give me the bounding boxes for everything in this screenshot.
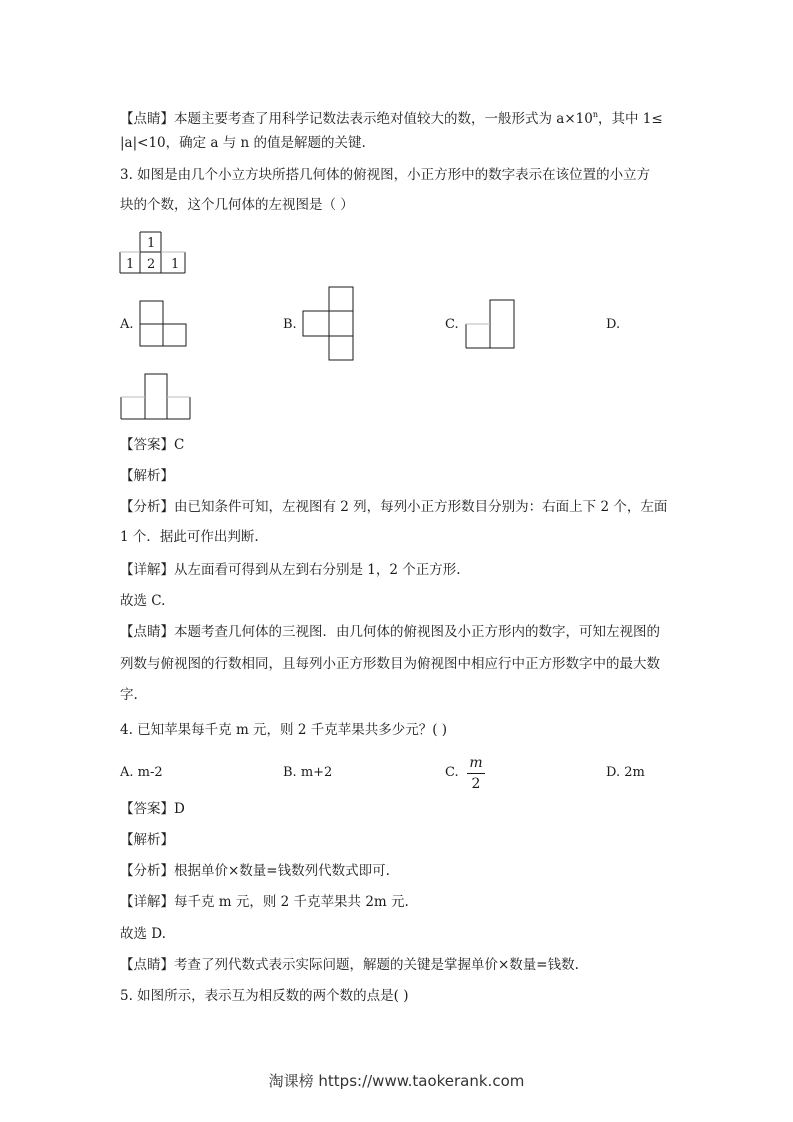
q3-option-d-label: D. [606, 317, 621, 332]
q3-top-view-figure [116, 231, 196, 277]
q3-option-a-label: A. [120, 317, 134, 332]
q4-stem: 4. 已知苹果每千克 m 元，则 2 千克苹果共多少元？( ) [120, 722, 448, 738]
q3-xiangjie: 【详解】从左面看可得到从左到右分别是 1，2 个正方形. [120, 562, 461, 578]
q3-option-b-figure [302, 286, 358, 362]
q3-option-a-figure [139, 300, 189, 348]
fraction-bar [467, 773, 485, 774]
q3-fenxi-line1: 【分析】由已知条件可知，左视图有 2 列，每列小正方形数目分别为：右面上下 2 个，左面 [120, 499, 668, 515]
q4-option-c-fraction [467, 754, 485, 793]
q3-conclusion: 故选 C. [120, 593, 166, 609]
prev-dianjing-line1: 【点睛】本题主要考查了用科学记数法表示绝对值较大的数，一般形式为 $a\times 10^n$，其中 1≤ [120, 110, 663, 127]
q4-option-a: A. m-2 [120, 765, 163, 780]
q4-analysis-heading: 【解析】 [120, 832, 174, 848]
q4-fenxi: 【分析】根据单价×数量=钱数列代数式即可. [120, 863, 390, 879]
grid-num-top: 1 [147, 236, 156, 251]
q3-analysis-heading: 【解析】 [120, 468, 174, 484]
q3-stem-line1: 3. 如图是由几个小立方块所搭几何体的俯视图，小正方形中的数字表示在该位置的小立方 [120, 167, 651, 183]
q3-answer: 【答案】C [120, 437, 185, 453]
q3-option-c-figure [463, 299, 519, 351]
q3-stem-line2: 块的个数，这个几何体的左视图是（ ） [120, 197, 354, 213]
grid-num-right: 1 [171, 257, 180, 272]
grid-num-mid: 2 [147, 257, 156, 272]
fraction-numerator: m [469, 755, 483, 771]
q4-conclusion: 故选 D. [120, 926, 166, 942]
q4-option-d: D. 2m [606, 765, 645, 780]
q4-option-c-label: C. [445, 765, 459, 780]
q5-stem: 5. 如图所示，表示互为相反数的两个数的点是( ) [120, 988, 409, 1004]
q4-option-b: B. m+2 [283, 765, 333, 780]
prev-dianjing-line2: |a|<10，确定 a 与 n 的值是解题的关键. [120, 135, 366, 151]
q3-option-c-label: C. [445, 317, 459, 332]
footer-watermark: 淘课榜 https://www.taokerank.com [268, 1072, 525, 1090]
q4-answer: 【答案】D [120, 801, 185, 817]
grid-num-left: 1 [126, 257, 135, 272]
exponent-n: n [592, 110, 598, 119]
q3-option-b-label: B. [283, 317, 297, 332]
q3-option-d-figure [118, 373, 194, 421]
q3-dianjing-line2: 列数与俯视图的行数相同，且每列小正方形数目为俯视图中相应行中正方形数字中的最大数 [120, 656, 660, 672]
fraction-denominator: 2 [471, 776, 481, 792]
q3-dianjing-line3: 字. [120, 687, 138, 703]
q4-dianjing: 【点睛】考查了列代数式表示实际问题，解题的关键是掌握单价×数量=钱数. [120, 957, 579, 973]
q4-xiangjie: 【详解】每千克 m 元，则 2 千克苹果共 2m 元. [120, 894, 409, 910]
q3-dianjing-line1: 【点睛】本题考查几何体的三视图．由几何体的俯视图及小正方形内的数字，可知左视图的 [120, 624, 660, 640]
q3-fenxi-line2: 1 个．据此可作出判断. [120, 529, 259, 545]
